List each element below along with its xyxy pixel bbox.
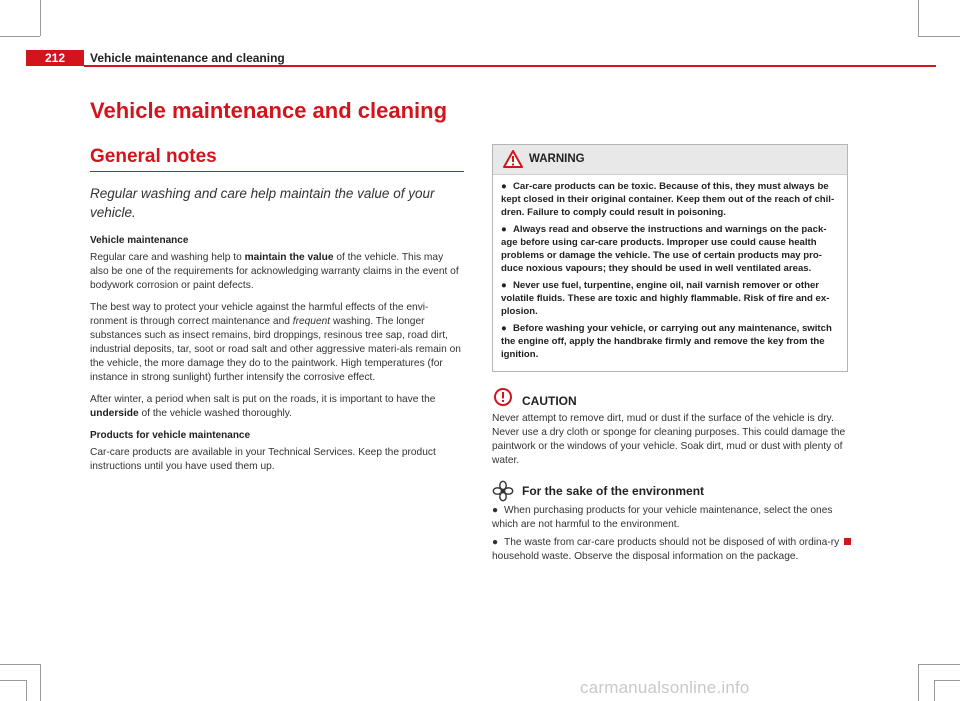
warning-header	[493, 145, 847, 175]
caution-section	[492, 394, 848, 468]
crop-mark	[26, 680, 27, 701]
warning-list	[493, 175, 847, 371]
crop-mark	[918, 0, 919, 36]
section-rule	[90, 171, 464, 172]
crop-mark	[934, 680, 960, 681]
crop-mark	[934, 680, 935, 701]
environment-item: ● The waste from car-care products should not be disposed of with ordina-ry household waste. Observe the disposal information on the package.	[492, 537, 840, 562]
warning-triangle-icon	[503, 150, 523, 168]
bullet: ●	[501, 224, 507, 235]
crop-mark	[918, 664, 919, 701]
crop-mark	[918, 664, 960, 665]
bullet: ●	[501, 323, 507, 334]
watermark: carmanualsonline.info	[580, 678, 750, 697]
maintenance-paragraph-3: After winter, a period when salt is put on the roads, it is important to have the underside of the vehicle washed thoroughly.	[90, 394, 436, 419]
maintenance-heading: Vehicle maintenance	[90, 235, 189, 246]
crop-mark	[0, 36, 40, 37]
crop-mark	[40, 664, 41, 701]
intro-text: Regular washing and care help maintain the value of your vehicle.	[90, 186, 435, 220]
bullet: ●	[492, 505, 499, 516]
warning-label: WARNING	[529, 153, 585, 165]
caution-label: CAUTION	[522, 394, 577, 408]
crop-mark	[0, 664, 40, 665]
warning-item: ● Never use fuel, turpentine, engine oil, nail varnish remover or other volatile fluids. These are toxic and highly flammable. Risk of fire and ex-plosion.	[501, 280, 830, 317]
bullet: ●	[501, 181, 507, 192]
warning-box	[492, 144, 848, 372]
maintenance-paragraph-2: The best way to protect your vehicle against the harmful effects of the envi-ronment is through correct maintenance and frequent washing. The longer substances such as insect remains, bird droppings, resinous tree sap, road dirt, industrial deposits, tar, soot or road salt and other aggressive materi-als remain on the vehicle, the more damage they do to the paintwork. High temperatures (for instance in strong sunlight) further intensify the corrosive effect.	[90, 302, 461, 383]
warning-item: ● Always read and observe the instructions and warnings on the pack-age before using car-care products. Improper use could cause health problems or damage the vehicle. The use of certain products may pro-duce noxious vapours; they should be used in well ventilated areas.	[501, 224, 827, 274]
products-paragraph: Car-care products are available in your Technical Services. Keep the product instructions until you have used them up.	[90, 447, 436, 472]
bullet: ●	[492, 537, 499, 548]
crop-mark	[40, 0, 41, 36]
caution-exclamation-icon	[494, 388, 512, 406]
page-number: 212	[26, 50, 84, 66]
left-column	[90, 145, 462, 482]
environment-item: ● When purchasing products for your vehicle maintenance, select the ones which are not harmful to the environment.	[492, 505, 833, 530]
page-title: Vehicle maintenance and cleaning	[90, 98, 448, 123]
section-title: General notes	[90, 146, 217, 167]
maintenance-paragraph-1: Regular care and washing help to maintain the value of the vehicle. This may also be one of the requirements for acknowledging warranty claims in the event of bodywork corrosion or paint defects.	[90, 252, 459, 291]
bullet: ●	[501, 280, 507, 291]
environment-label: For the sake of the environment	[522, 484, 705, 498]
end-of-section-mark	[844, 538, 851, 545]
header-rule	[84, 65, 936, 67]
crop-mark	[0, 680, 26, 681]
flower-environment-icon	[492, 480, 514, 502]
running-header: Vehicle maintenance and cleaning	[90, 51, 285, 65]
caution-text: Never attempt to remove dirt, mud or dust if the surface of the vehicle is dry. Never use a dry cloth or sponge for cleaning purposes. This could damage the paintwork or the windows of your vehicle. Soak dirt, mud or dust with plenty of water.	[492, 413, 846, 466]
environment-section	[492, 484, 848, 564]
products-heading: Products for vehicle maintenance	[90, 430, 251, 441]
crop-mark	[918, 36, 960, 37]
right-column	[492, 144, 848, 568]
warning-item: ● Before washing your vehicle, or carrying out any maintenance, switch the engine off, apply the handbrake firmly and remove the key from the ignition.	[501, 323, 832, 360]
warning-item: ● Car-care products can be toxic. Because of this, they must always be kept closed in their original container. Keep them out of the reach of chil-dren. Failure to comply could result in poisoning.	[501, 181, 835, 218]
